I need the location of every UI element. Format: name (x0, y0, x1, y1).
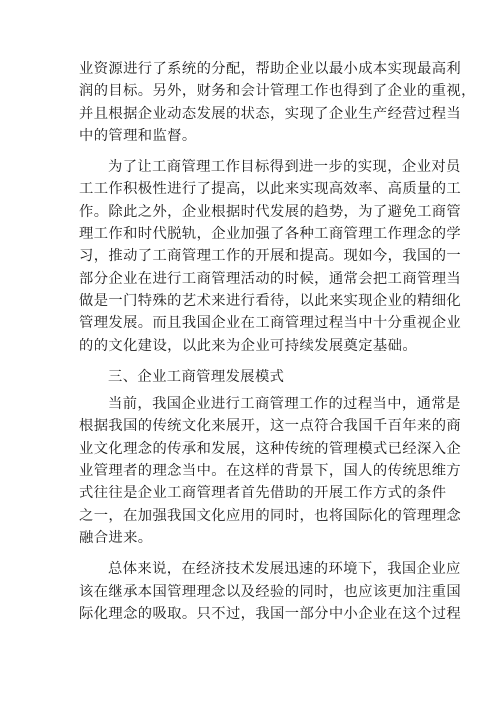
text-line: 理工作和时代脱轨，企业加强了各种工商管理工作理念的学 (79, 226, 462, 243)
text-line: 业文化理念的传承和发展，这种传统的管理模式已经深入企 (79, 440, 462, 457)
text-line: 并且根据企业动态发展的状态，实现了企业生产经营过程当 (79, 105, 462, 122)
paragraph-4 (79, 558, 462, 625)
text-line: 该在继承本国管理理念以及经验的同时，也应该更加注重国 (79, 583, 462, 600)
text-line: 管理发展。而且我国企业在工商管理过程当中十分重视企业 (79, 315, 462, 332)
text-line: 做是一门特殊的艺术来进行看待，以此来实现企业的精细化 (79, 292, 462, 309)
text-line: 业资源进行了系统的分配，帮助企业以最小成本实现最高利 (79, 61, 462, 77)
text-line: 作。除此之外，企业根据时代发展的趋势，为了避免工商管 (79, 203, 462, 220)
text-line: 式往往是企业工商管理者首先借助的开展工作方式的条件 (79, 485, 447, 502)
text-line: 之一，在加强我国文化应用的同时，也将国际化的管理理念 (79, 507, 462, 524)
text-line: 业管理者的理念当中。在这样的背景下，国人的传统思维方 (79, 463, 462, 480)
section-heading: 三、企业工商管理发展模式 (108, 368, 285, 385)
paragraph-3 (79, 393, 462, 549)
text-line: 际化理念的吸取。只不过，我国一部分中小企业在这个过程 (79, 605, 462, 622)
paragraph-1 (79, 58, 476, 147)
text-line: 融合进来。 (79, 529, 153, 546)
text-line: 为了让工商管理工作目标得到进一步的实现，企业对员 (108, 159, 461, 176)
text-line: 中的管理和监督。 (79, 127, 197, 144)
text-line: 润的目标。另外，财务和会计管理工作也得到了企业的重视， (79, 83, 476, 100)
text-line: 当前，我国企业进行工商管理工作的过程当中，通常是 (108, 396, 461, 413)
text-line: 总体来说，在经济技术发展迅速的环境下，我国企业应 (108, 561, 461, 578)
document-body (79, 58, 476, 625)
text-line: 根据我国的传统文化来展开，这一点符合我国千百年来的商 (79, 418, 462, 435)
text-line: 的的文化建设，以此来为企业可持续发展奠定基础。 (79, 337, 418, 354)
text-line: 工工作积极性进行了提高，以此来实现高效率、高质量的工 (79, 181, 462, 198)
text-line: 习，推动了工商管理工作的开展和提高。现如今，我国的一 (79, 248, 462, 265)
paragraph-2 (79, 156, 462, 357)
text-line: 部分企业在进行工商管理活动的时候，通常会把工商管理当 (79, 270, 462, 287)
